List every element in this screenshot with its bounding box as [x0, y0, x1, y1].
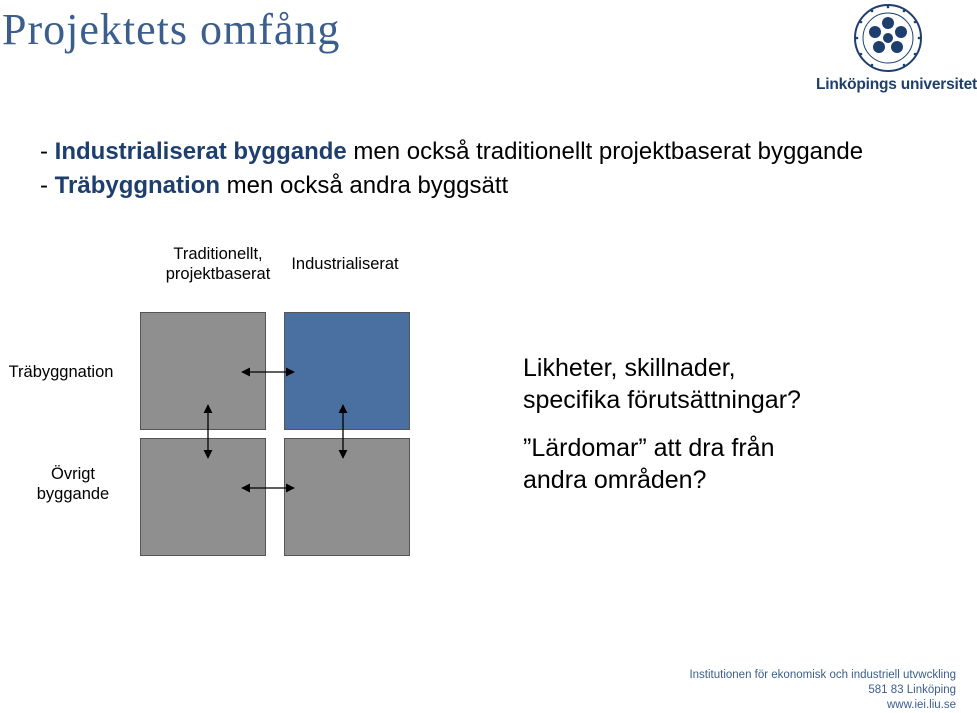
slide-title: Projektets omfång: [2, 5, 341, 54]
question-similarities: Likheter, skillnader, specifika förutsättningar?: [523, 354, 801, 414]
cell-industrialized-wood: [284, 312, 410, 430]
cell-industrialized-other: [284, 438, 410, 556]
question-lessons: ”Lärdomar” att dra från andra områden?: [523, 434, 775, 494]
column-label-industrialized: Industrialiserat: [291, 255, 399, 273]
cell-traditional-other: [140, 438, 266, 556]
cell-traditional-wood: [140, 312, 266, 430]
university-name: Linköpings universitet: [816, 76, 977, 93]
row-label-wood: Träbyggnation: [8, 363, 114, 381]
bullet-industrialized: - Industrialiserat byggande men också traditionellt projektbaserat byggande: [40, 138, 864, 165]
footer-address: Institutionen för ekonomisk och industriell utvwckling 581 83 Linköping www.iei.liu.se: [689, 669, 956, 711]
column-label-traditional: Traditionellt, projektbaserat: [165, 245, 271, 283]
bullet-wood-construction: - Träbyggnation men också andra byggsätt: [40, 172, 509, 199]
row-label-other: Övrigt byggande: [36, 465, 110, 503]
